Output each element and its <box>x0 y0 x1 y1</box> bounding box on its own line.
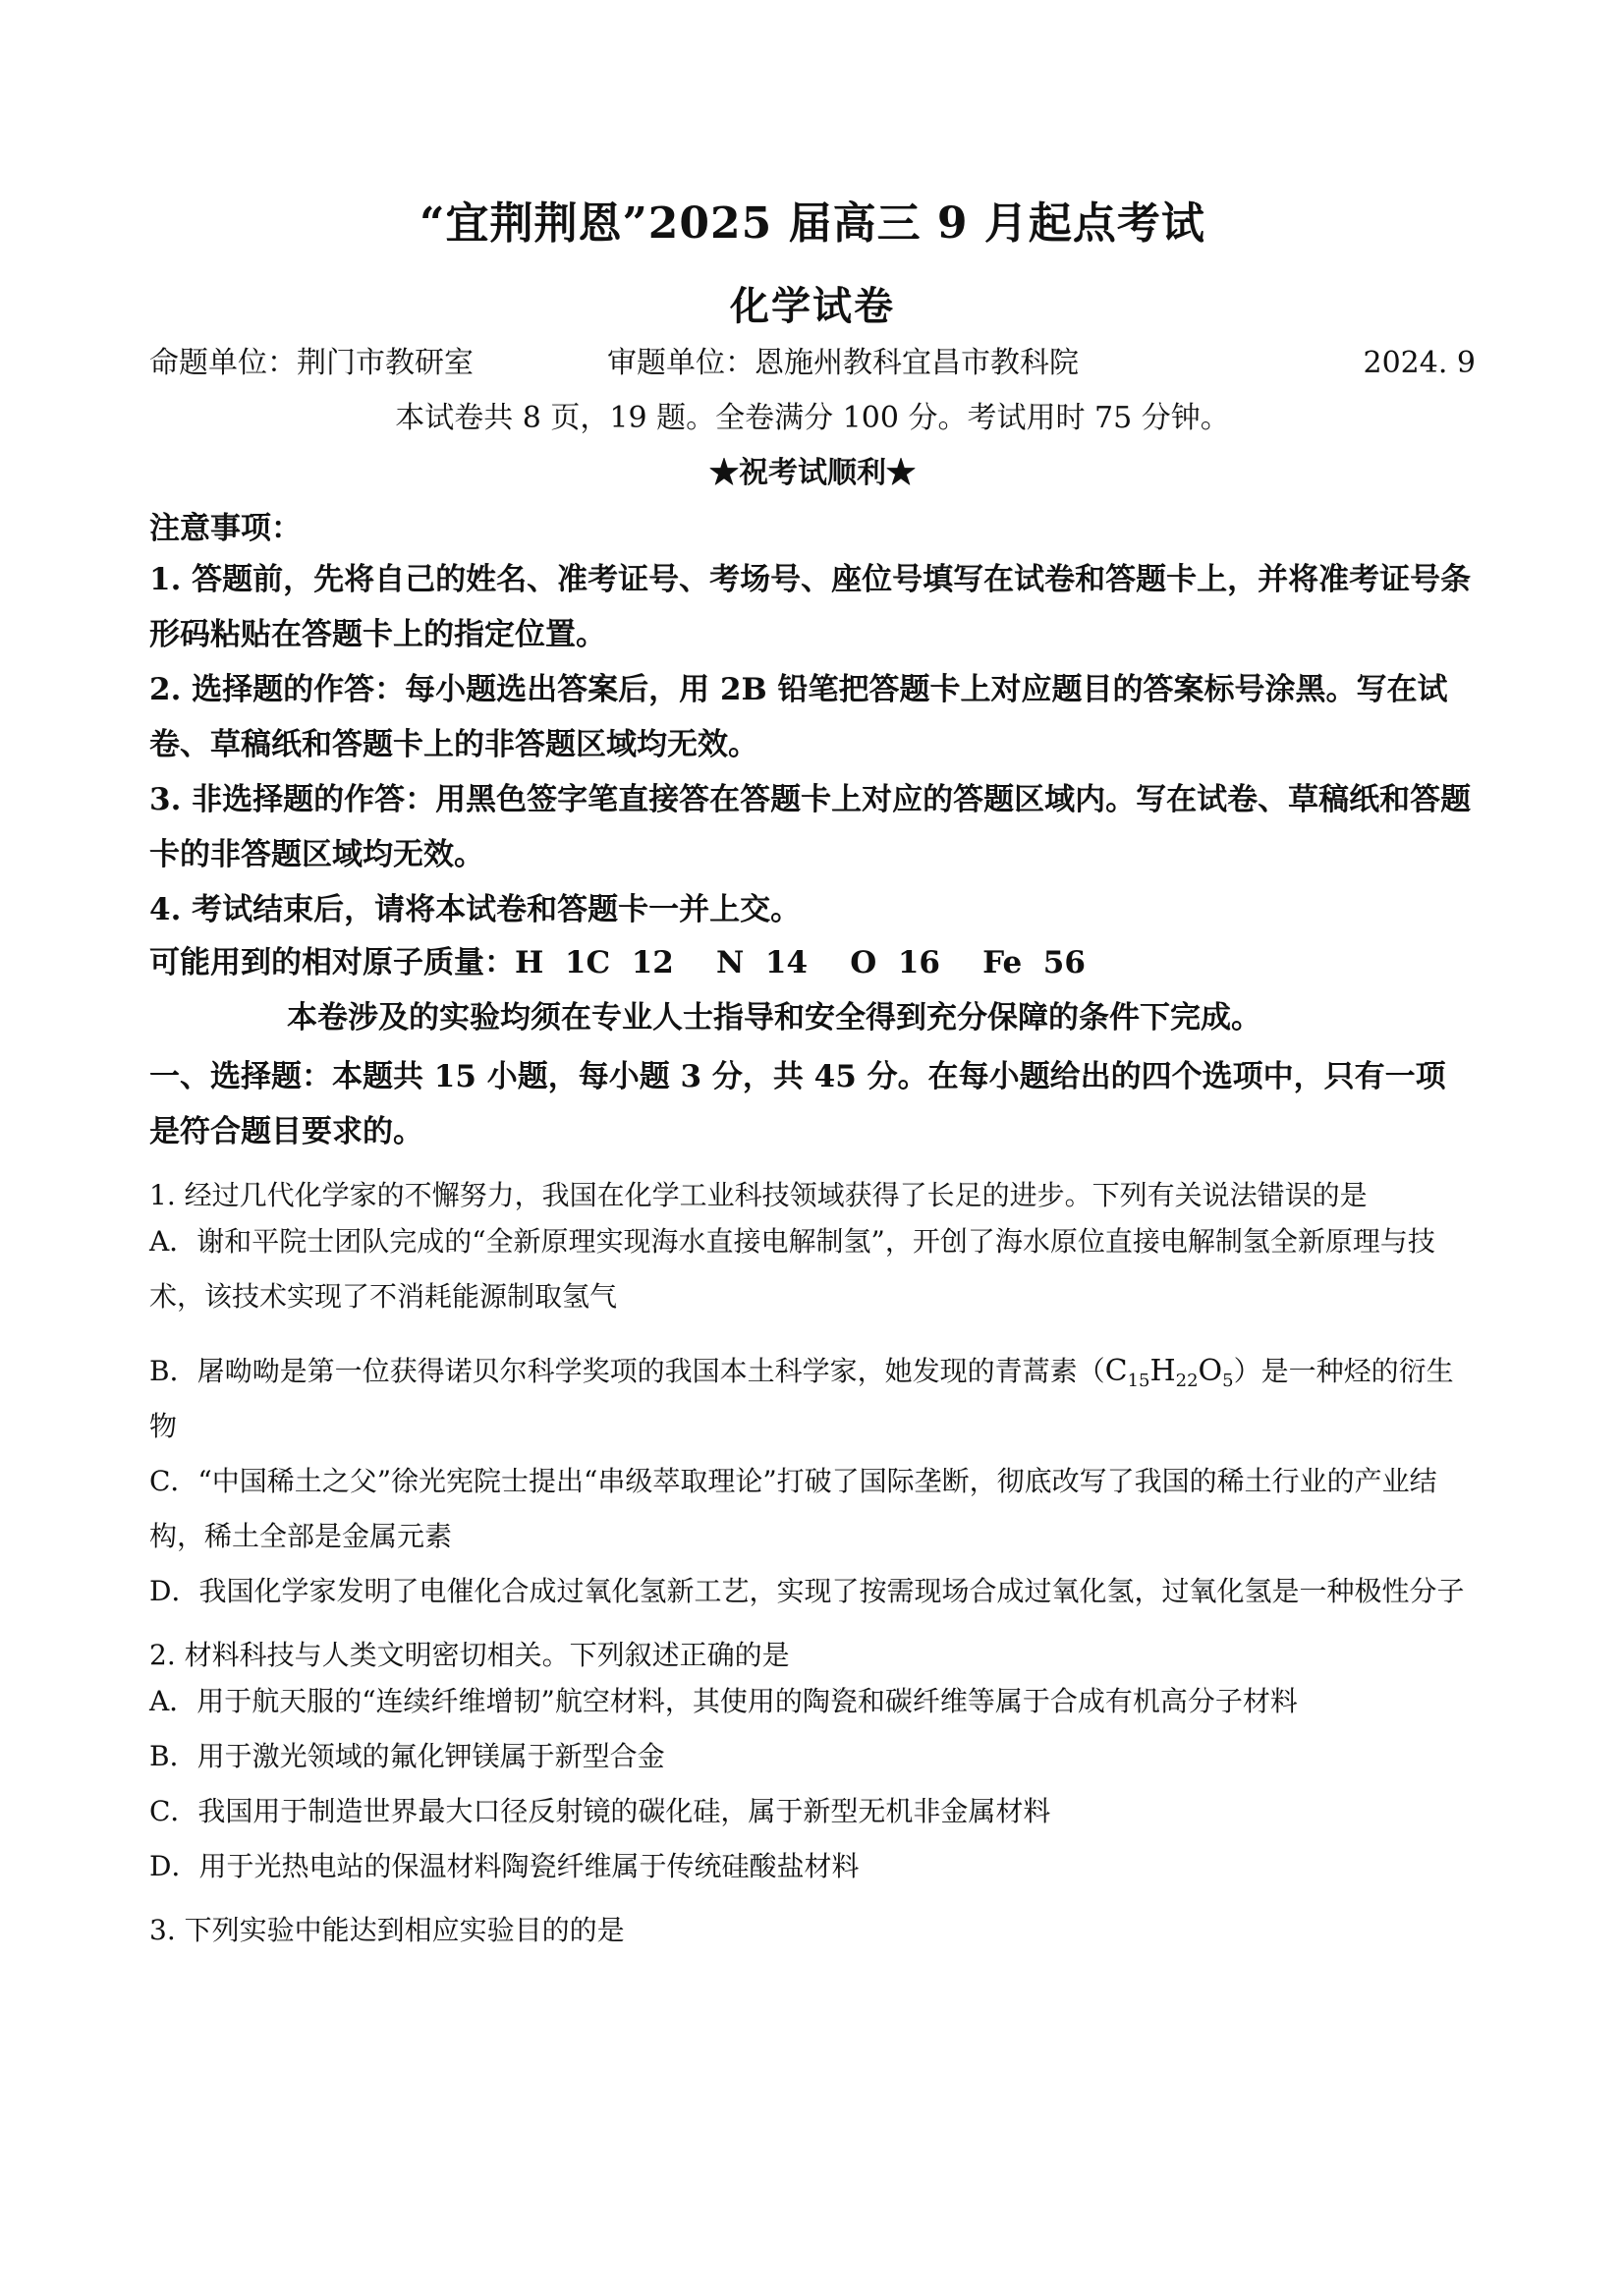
formula-c-count: 15 <box>1127 1371 1150 1391</box>
question-1-option-b <box>149 1344 1476 1454</box>
option-b-text-start: B．屠呦呦是第一位获得诺贝尔科学奖项的我国本土科学家，她发现的青蒿素（ <box>149 1355 1105 1387</box>
question-2-option-a: A．用于航天服的“连续纤维增韧”航空材料，其使用的陶瓷和碳纤维等属于合成有机高分子材料 <box>149 1685 1298 1717</box>
question-3-stem: 3. 下列实验中能达到相应实验目的的是 <box>149 1914 625 1946</box>
safety-note: 本卷涉及的实验均须在专业人士指导和安全得到充分保障的条件下完成。 <box>287 1000 1261 1036</box>
exam-subject: 化学试卷 <box>730 283 895 329</box>
question-2-option-b: B．用于激光领域的氟化钾镁属于新型合金 <box>149 1740 665 1772</box>
formula-h-count: 22 <box>1175 1371 1199 1391</box>
option-b-text-end: ）是一种烃的衍生物 <box>149 1355 1454 1442</box>
compiler-unit: 命题单位：荆门市教研室 <box>149 346 474 380</box>
formula-h: H <box>1149 1354 1176 1388</box>
reviewer-unit: 审题单位：恩施州教科宜昌市教科院 <box>607 346 1079 380</box>
exam-units-row <box>149 344 1476 383</box>
exam-wish: ★祝考试顺利★ <box>709 456 916 490</box>
exam-date: 2024. 9 <box>1363 346 1476 380</box>
artemisinin-formula <box>1104 1354 1234 1391</box>
notice-item-4: 4. 考试结束后，请将本试卷和答题卡一并上交。 <box>149 892 802 927</box>
notice-item-3: 3. 非选择题的作答：用黑色签字笔直接答在答题卡上对应的答题区域内。写在试卷、草稿纸和答题卡的非答题区域均无效。 <box>149 782 1472 872</box>
question-2-option-d: D．用于光热电站的保温材料陶瓷纤维属于传统硅酸盐材料 <box>149 1850 860 1882</box>
question-1-option-d: D．我国化学家发明了电催化合成过氧化氢新工艺，实现了按需现场合成过氧化氢，过氧化氢是一种极性分子 <box>149 1575 1465 1607</box>
notice-heading: 注意事项： <box>149 511 302 546</box>
section-1-heading: 一、选择题：本题共 15 小题，每小题 3 分，共 45 分。在每小题给出的四个选项中，只有一项是符合题目要求的。 <box>149 1059 1446 1149</box>
formula-o: O <box>1198 1354 1223 1388</box>
atomic-masses: 可能用到的相对原子质量：H 1C 12 N 14 O 16 Fe 56 <box>149 945 1086 980</box>
exam-title: “宜荆荆恩”2025 届高三 9 月起点考试 <box>420 198 1205 249</box>
formula-o-count: 5 <box>1222 1371 1234 1391</box>
exam-info: 本试卷共 8 页，19 题。全卷满分 100 分。考试用时 75 分钟。 <box>395 401 1230 435</box>
formula-c: C <box>1104 1354 1128 1388</box>
notice-item-1: 1. 答题前，先将自己的姓名、准考证号、考场号、座位号填写在试卷和答题卡上，并将准考证号条形码粘贴在答题卡上的指定位置。 <box>149 562 1472 652</box>
question-2-stem: 2. 材料科技与人类文明密切相关。下列叙述正确的是 <box>149 1639 790 1671</box>
question-2-option-c: C．我国用于制造世界最大口径反射镜的碳化硅，属于新型无机非金属材料 <box>149 1795 1051 1827</box>
question-1-stem: 1. 经过几代化学家的不懈努力，我国在化学工业科技领域获得了长足的进步。下列有关说法错误的是 <box>149 1179 1368 1211</box>
question-1-option-a: A．谢和平院士团队完成的“全新原理实现海水直接电解制氢”，开创了海水原位直接电解制氢全新原理与技术，该技术实现了不消耗能源制取氢气 <box>149 1225 1435 1313</box>
notice-item-2: 2. 选择题的作答：每小题选出答案后，用 2B 铅笔把答题卡上对应题目的答案标号涂黑。写在试卷、草稿纸和答题卡上的非答题区域均无效。 <box>149 672 1448 762</box>
question-1-option-c: C．“中国稀土之父”徐光宪院士提出“串级萃取理论”打破了国际垄断，彻底改写了我国的稀土行业的产业结构，稀土全部是金属元素 <box>149 1465 1437 1552</box>
